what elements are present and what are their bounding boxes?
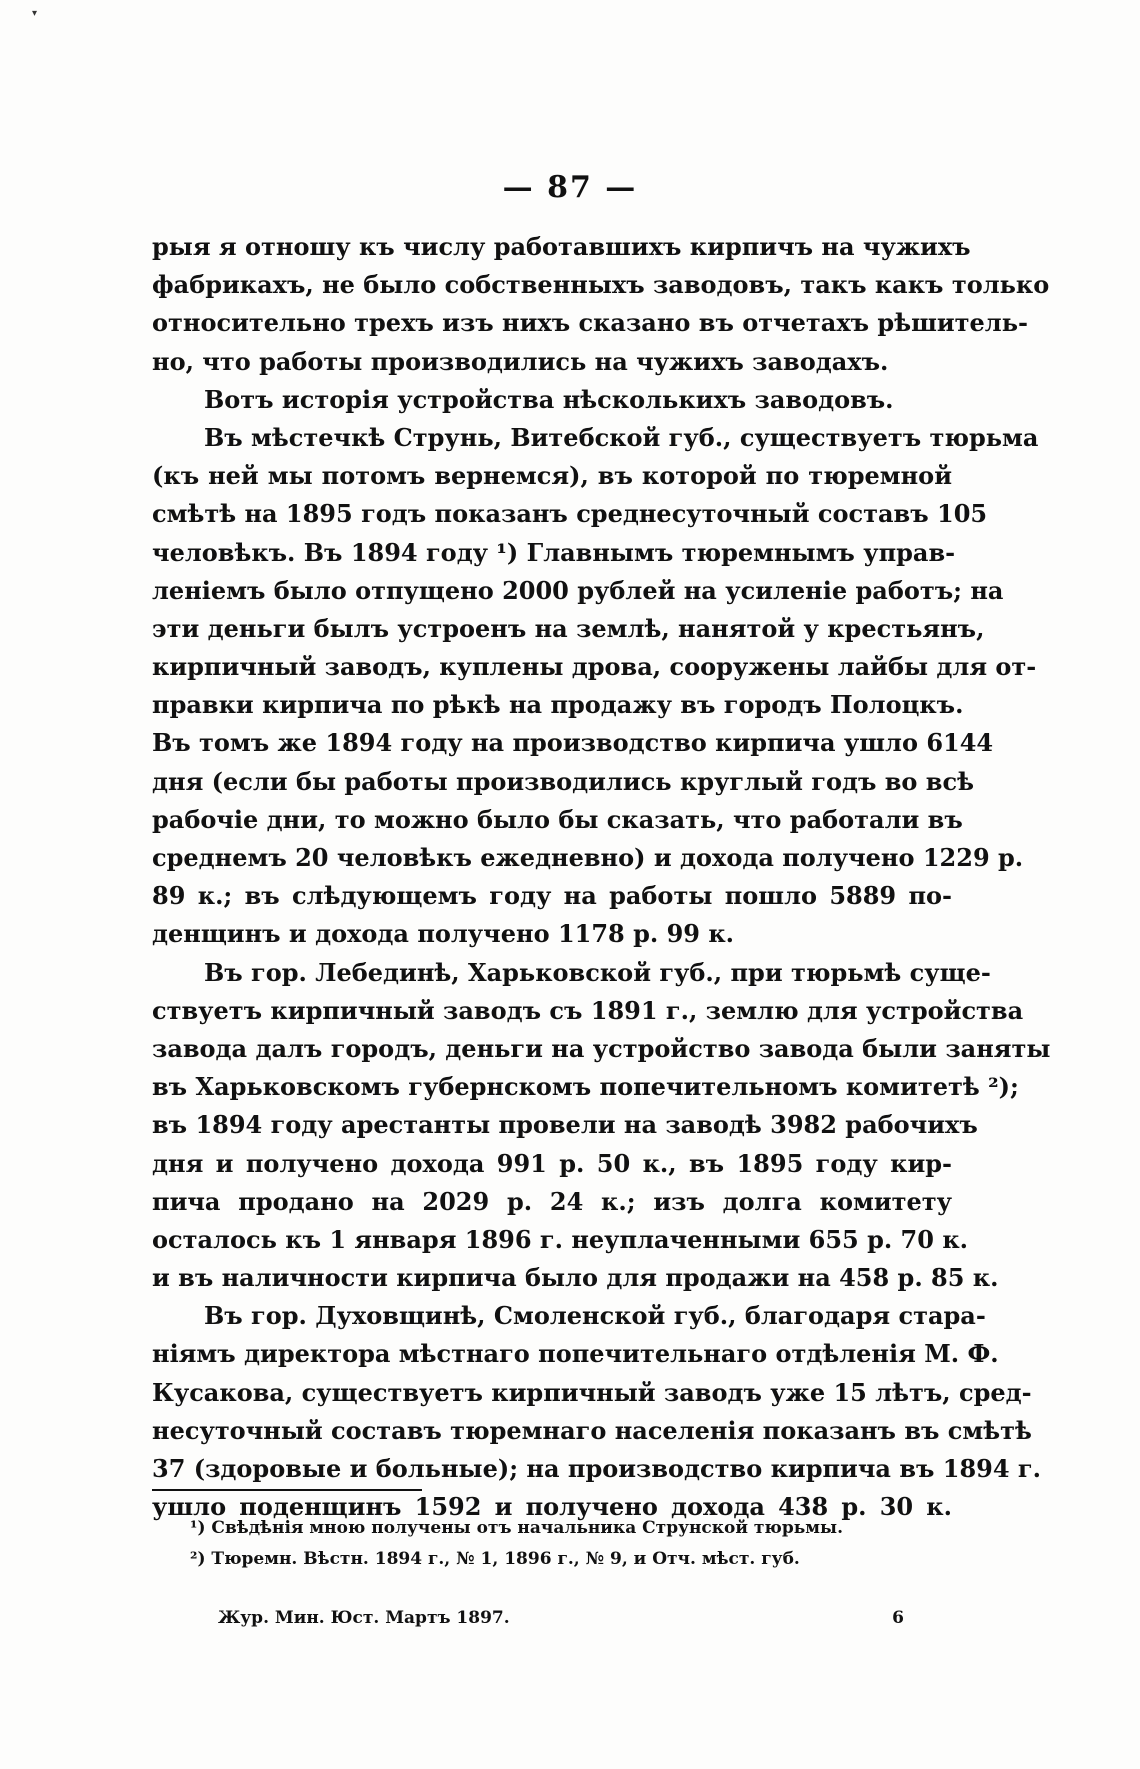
scan-mark: ▾: [32, 8, 38, 19]
text-line: осталось къ 1 января 1896 г. неуплаченными 655 р. 70 к.: [152, 1224, 968, 1254]
footnote-2: [190, 1544, 940, 1575]
text-line: и въ наличности кирпича было для продажи на 458 р. 85 к.: [152, 1263, 999, 1293]
footnotes: [190, 1513, 940, 1575]
text-line: Въ гор. Лебединѣ, Харьковской губ., при тюрьмѣ суще-: [204, 957, 991, 987]
footnote-marker: ¹): [190, 1518, 206, 1538]
page-number: — 87 —: [502, 170, 638, 205]
text-line: денщинъ и дохода получено 1178 р. 99 к.: [152, 919, 735, 949]
journal-citation: Жур. Мин. Юст. Мартъ 1897.: [218, 1608, 510, 1628]
text-line: пича продано на 2029 р. 24 к.; изъ долга комитету: [152, 1186, 952, 1216]
text-line: 89 к.; въ слѣдующемъ году на работы пошло 5889 по-: [152, 881, 952, 911]
text-line: Въ гор. Духовщинѣ, Смоленской губ., благодаря стара-: [204, 1301, 986, 1331]
text-line: завода далъ городъ, деньги на устройство завода были заняты: [152, 1033, 1051, 1063]
text-line: человѣкъ. Въ 1894 году ¹) Главнымъ тюремнымъ управ-: [152, 537, 956, 567]
footnote-text: Свѣдѣнія мною получены отъ начальника Струнской тюрьмы.: [211, 1518, 844, 1538]
text-line: эти деньги былъ устроенъ на землѣ, нанятой у крестьянъ,: [152, 613, 985, 643]
text-line: правки кирпича по рѣкѣ на продажу въ городъ Полоцкъ.: [152, 690, 964, 720]
text-line: въ 1894 году арестанты провели на заводѣ 3982 рабочихъ: [152, 1110, 978, 1140]
footnote-text: Тюремн. Вѣстн. 1894 г., № 1, 1896 г., № 9, и Отч. мѣст. губ.: [211, 1549, 800, 1569]
text-line: дня и получено дохода 991 р. 50 к., въ 1895 году кир-: [152, 1148, 952, 1178]
text-line: фабрикахъ, не было собственныхъ заводовъ, такъ какъ только: [152, 270, 1050, 300]
journal-footer: [218, 1603, 904, 1634]
signature-mark: 6: [892, 1608, 904, 1628]
text-line: (къ ней мы потомъ вернемся), въ которой по тюремной: [152, 461, 952, 491]
text-line: ствуетъ кирпичный заводъ съ 1891 г., землю для устройства: [152, 995, 1024, 1025]
body-text: [152, 228, 1051, 1526]
footnote-divider: [152, 1489, 422, 1491]
text-line: въ Харьковскомъ губернскомъ попечительномъ комитетѣ ²);: [152, 1072, 1019, 1102]
text-line: но, что работы производились на чужихъ заводахъ.: [152, 346, 889, 376]
text-line: несуточный составъ тюремнаго населенія показанъ въ смѣтѣ: [152, 1415, 1032, 1445]
text-line: среднемъ 20 человѣкъ ежедневно) и дохода получено 1229 р.: [152, 843, 1024, 872]
text-line: Въ мѣстечкѣ Струнь, Витебской губ., существуетъ тюрьма: [204, 422, 1039, 452]
text-line: ушло поденщинъ 1592 и получено дохода 438 р. 30 к.: [152, 1492, 952, 1522]
text-line: ніямъ директора мѣстнаго попечительнаго отдѣленія М. Ф.: [152, 1339, 999, 1369]
footnote-1: [190, 1513, 940, 1544]
text-line: смѣтѣ на 1895 годъ показанъ среднесуточный составъ 105: [152, 499, 988, 529]
text-line: рабочіе дни, то можно было бы сказать, что работали въ: [152, 804, 963, 834]
text-line: относительно трехъ изъ нихъ сказано въ отчетахъ рѣшитель-: [152, 308, 1028, 338]
text-line: леніемъ было отпущено 2000 рублей на усиленіе работъ; на: [152, 575, 1004, 605]
text-line: кирпичный заводъ, куплены дрова, сооружены лайбы для от-: [152, 652, 1037, 682]
text-line: Кусакова, существуетъ кирпичный заводъ уже 15 лѣтъ, сред-: [152, 1377, 1032, 1407]
text-line: рыя я отношу къ числу работавшихъ кирпичъ на чужихъ: [152, 232, 971, 261]
text-line: дня (если бы работы производились круглый годъ во всѣ: [152, 766, 974, 796]
text-line: 37 (здоровые и больные); на производство кирпича въ 1894 г.: [152, 1454, 1041, 1483]
text-line: Вотъ исторія устройства нѣсколькихъ заводовъ.: [204, 384, 894, 414]
footnote-marker: ²): [190, 1549, 206, 1569]
text-line: Въ томъ же 1894 году на производство кирпича ушло 6144: [152, 728, 994, 758]
